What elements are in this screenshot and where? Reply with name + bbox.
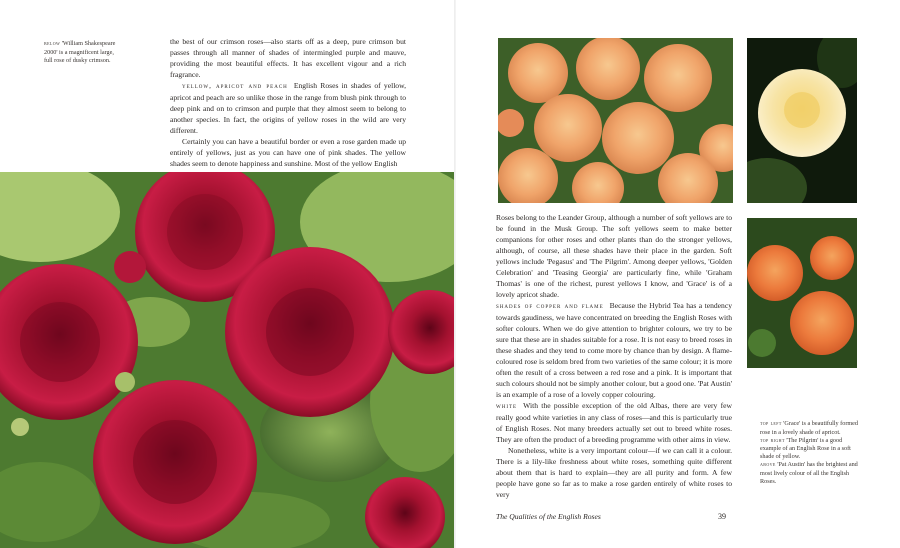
right-page bbox=[456, 0, 900, 548]
running-title: The Qualities of the English Roses bbox=[496, 512, 601, 521]
left-body-text bbox=[170, 36, 406, 169]
caption-label-above: above bbox=[760, 461, 776, 468]
grace-roses-photo bbox=[498, 38, 733, 203]
subhead-copper-and-flame: shades of copper and flame bbox=[496, 302, 604, 310]
caption-text-above: 'Pat Austin' has the brightest and most lively colour of all the English Roses. bbox=[760, 460, 858, 485]
pilgrim-rose-image bbox=[747, 38, 857, 203]
right-body-text bbox=[496, 212, 732, 500]
caption-top-right bbox=[760, 437, 860, 461]
caption-label-below: below bbox=[44, 41, 61, 47]
caption-text-top-left: 'Grace' is a beautifully formed rose in a lovely shade of apricot. bbox=[760, 420, 859, 436]
caption-label-top-right: top right bbox=[760, 437, 785, 444]
left-paragraph-2: English Roses in shades of yellow, apricot and peach are so unlike those in the range from blush pink through to deep pink and on to crimson and purple that they almost seem to belong to another species. In fact, the origins of yellow roses in the wild are very different. bbox=[170, 81, 406, 135]
left-paragraph-3: Certainly you can have a beautiful border or even a rose garden made up entirely of yellows, just as you can have one of pink shades. The yellow shades seem to denote happiness and sunshine. Most of the yellow English bbox=[170, 137, 406, 168]
crimson-roses-image bbox=[0, 172, 456, 548]
grace-roses-image bbox=[498, 38, 733, 203]
subhead-white: white bbox=[496, 402, 518, 410]
right-photo-captions bbox=[760, 420, 860, 485]
left-photo-caption bbox=[44, 40, 122, 64]
pat-austin-roses-image bbox=[747, 218, 857, 368]
caption-text-top-right: 'The Pilgrim' is a good example of an English Rose in a soft shade of yellow. bbox=[760, 436, 851, 461]
caption-top-left bbox=[760, 420, 860, 437]
caption-above bbox=[760, 461, 860, 485]
caption-label-top-left: top left bbox=[760, 421, 782, 427]
right-paragraph-4: Nonetheless, white is a very important colour—if we can call it a colour. There is a lily-like freshness about white roses, something quite different about them that is hard to explain—they are all purity and form. A few people have gone so far as to make a rose garden entirely of white roses to very bbox=[496, 446, 732, 499]
pilgrim-rose-photo bbox=[747, 38, 857, 203]
page-number: 39 bbox=[718, 512, 726, 521]
caption-text-below: 'William Shakespeare 2000' is a magnificent large, full rose of dusky crimson. bbox=[44, 40, 116, 64]
right-paragraph-1: Roses belong to the Leander Group, although a number of soft yellows are to be found in the Musk Group. The soft yellows seem to make better companions for other roses and other plants than do the stronger yellows, although, of course, all these shades have their place in the garden. Soft yellows include 'Pegasus' and 'The Pilgrim'. Among deeper yellows, 'Golden Celebration' and 'Teasing Georgia' are particularly fine, while 'Graham Thomas' is one of the richest, purest yellows I know, and 'Grace' is of a lovely apricot shade. bbox=[496, 213, 732, 299]
right-paragraph-2: Because the Hybrid Tea has a tendency towards gaudiness, we have concentrated on breeding the English Roses with softer colours. When we do give attention to brighter colours, we try to be sure that these are in shades suitable for a rose. It is not easy to breed roses in these shades and they tend to come more by chance than by design. A flame-coloured rose is seldom bred from two varieties of the same colour; it is more often the result of a cross between a red rose and a pink. It is important that such colours should not be simply another colour, but a good one. 'Pat Austin' is an example of a rose of a lovely copper colouring. bbox=[496, 301, 732, 399]
left-paragraph-1: the best of our crimson roses—also starts off as a deep, pure crimson but passes through all manner of shades of intermingled purple and mauve, providing the most beautiful effects. It has excellent vigour and a rich fragrance. bbox=[170, 37, 406, 79]
right-paragraph-3: With the possible exception of the old Albas, there are very few really good white varieties in any class of roses—and this is particularly true of English Roses. Not many breeders actually set out to breed white roses. They are often the product of a breeding programme with other aims in view. bbox=[496, 401, 732, 444]
subhead-yellow-apricot-peach: yellow, apricot and peach bbox=[182, 82, 288, 90]
pat-austin-roses-photo bbox=[747, 218, 857, 368]
crimson-roses-photo bbox=[0, 172, 456, 548]
